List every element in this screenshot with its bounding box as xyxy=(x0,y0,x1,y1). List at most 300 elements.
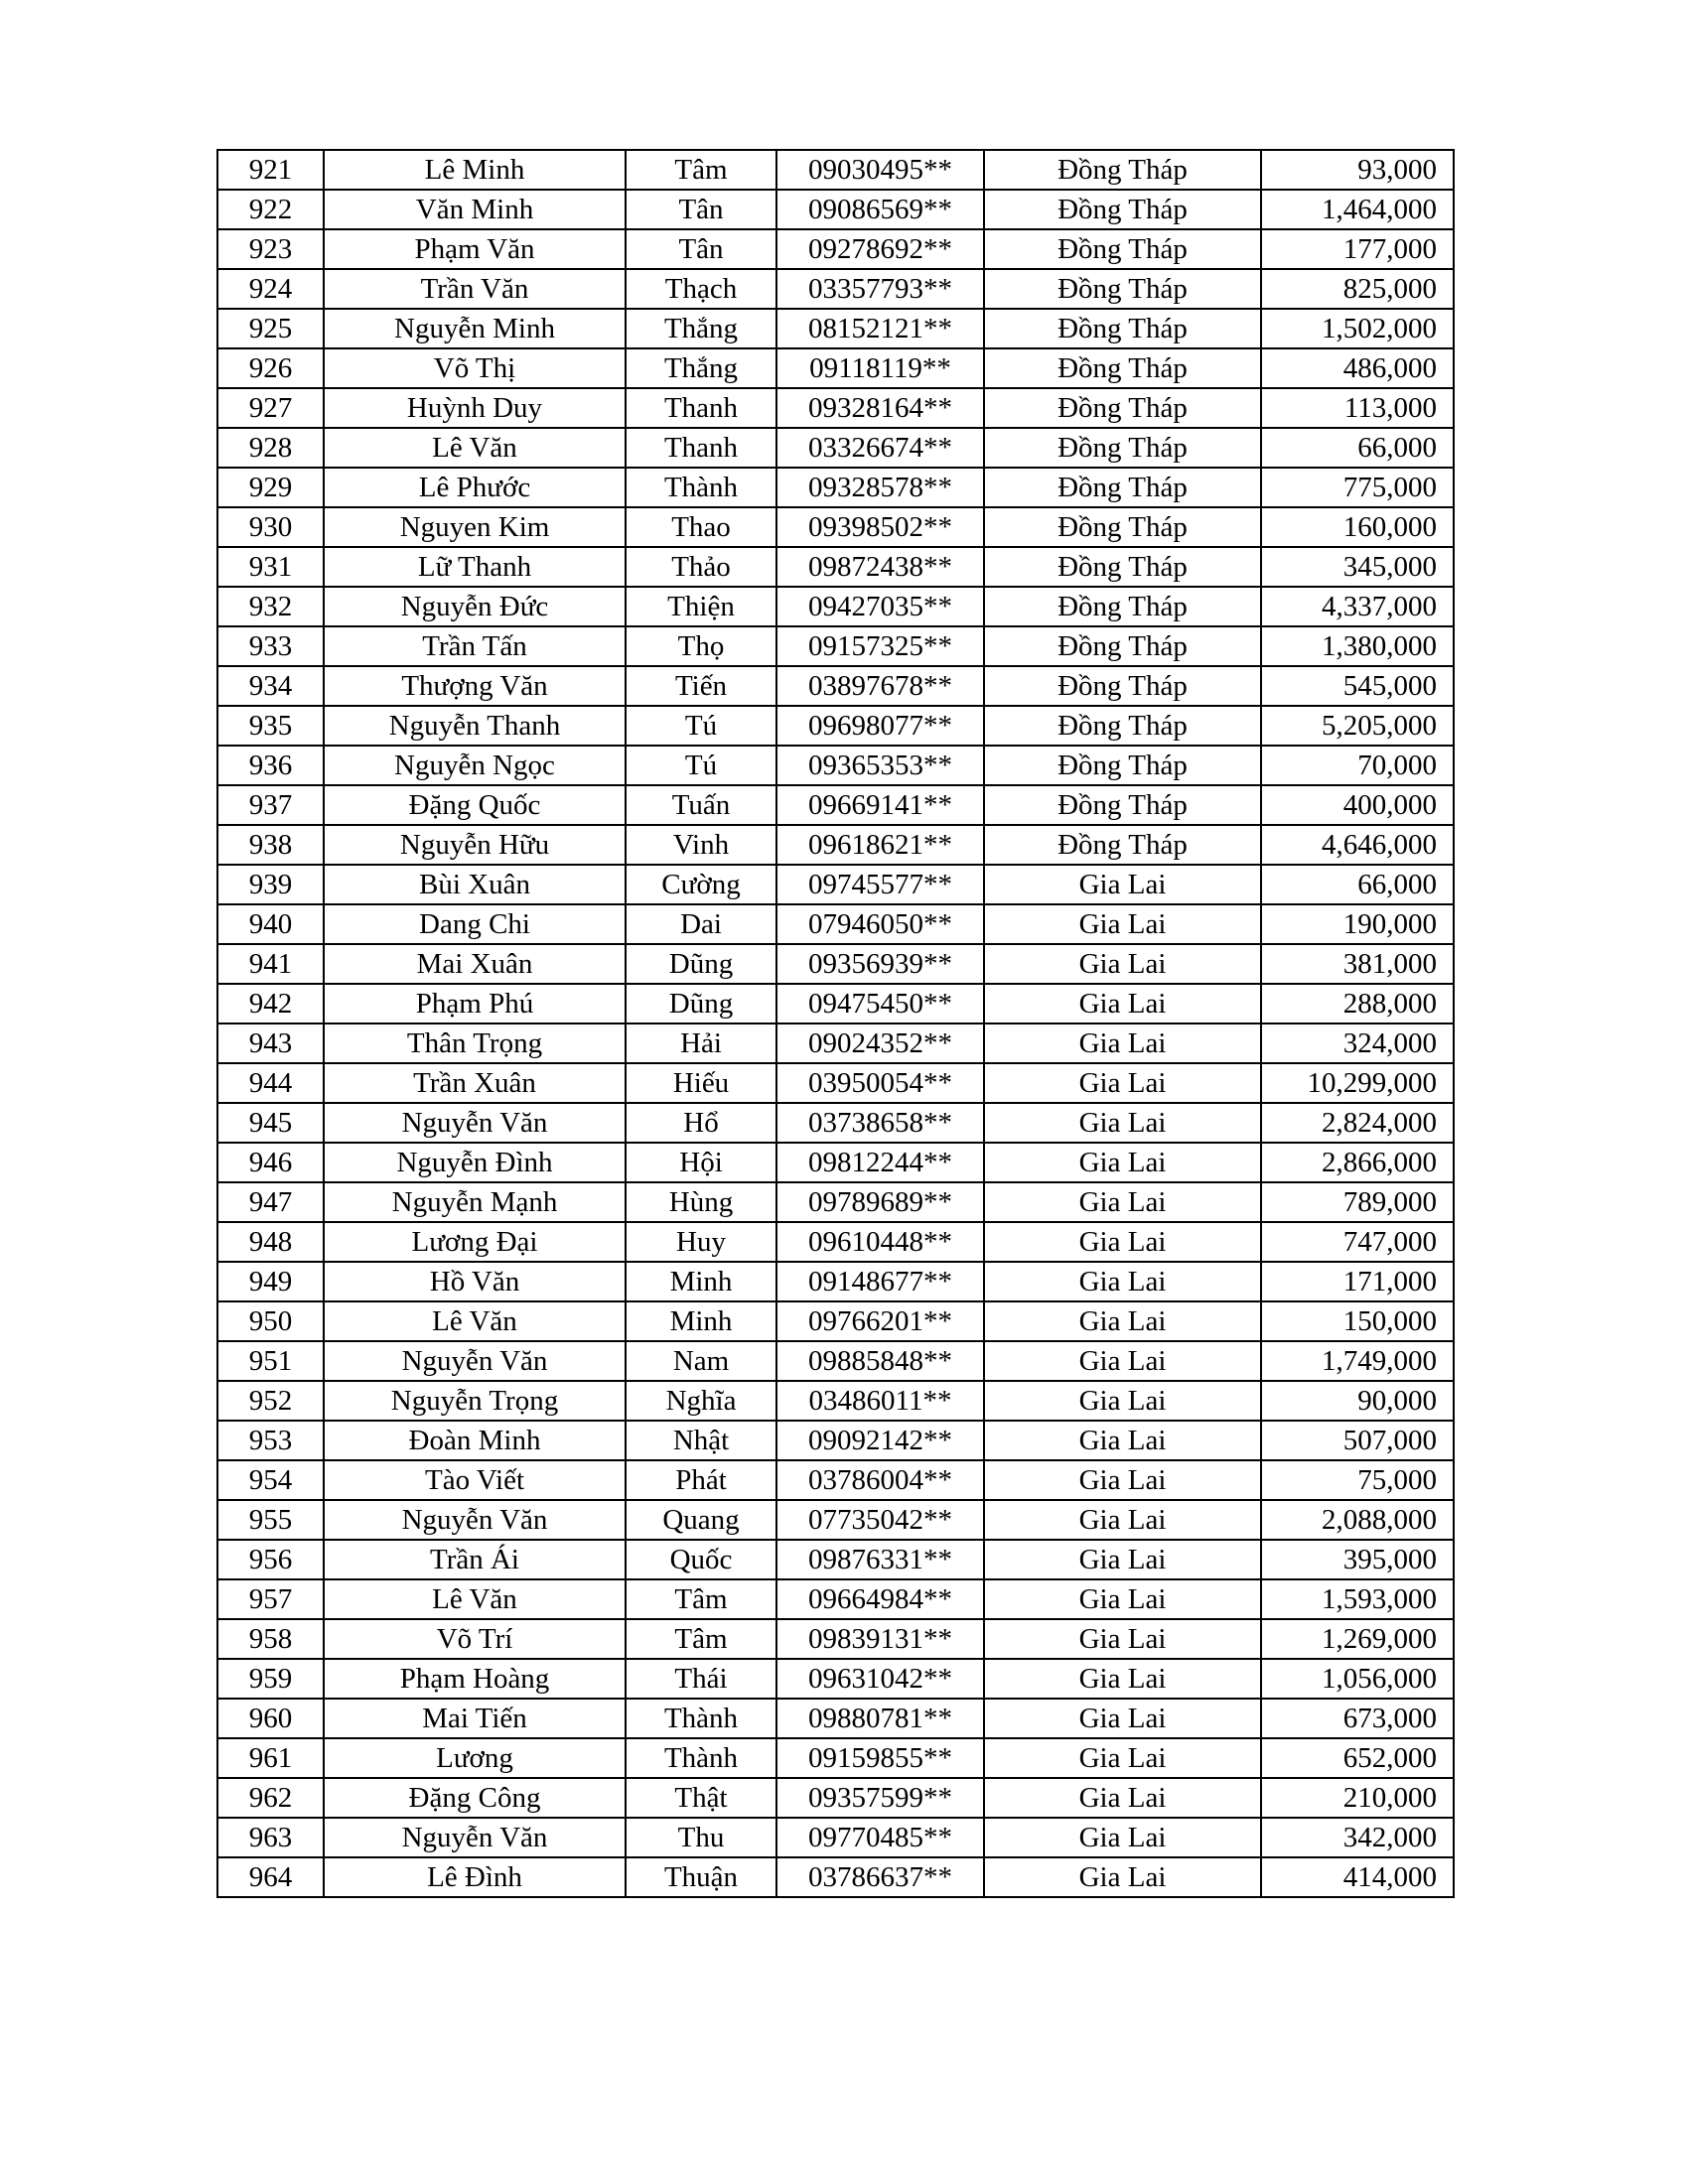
surname-cell: Nguyễn Văn xyxy=(324,1341,626,1381)
table-row xyxy=(217,1619,1454,1659)
table-row xyxy=(217,1341,1454,1381)
row-number-cell: 937 xyxy=(217,785,324,825)
surname-cell: Phạm Văn xyxy=(324,229,626,269)
province-cell: Gia Lai xyxy=(984,1659,1261,1699)
surname-cell: Hồ Văn xyxy=(324,1262,626,1301)
phone-cell: 09365353** xyxy=(776,746,984,785)
surname-cell: Võ Trí xyxy=(324,1619,626,1659)
amount-cell: 113,000 xyxy=(1261,388,1454,428)
province-cell: Gia Lai xyxy=(984,904,1261,944)
phone-cell: 03738658** xyxy=(776,1103,984,1143)
amount-cell: 652,000 xyxy=(1261,1738,1454,1778)
province-cell: Gia Lai xyxy=(984,1341,1261,1381)
row-number-cell: 952 xyxy=(217,1381,324,1421)
surname-cell: Nguyễn Ngọc xyxy=(324,746,626,785)
phone-cell: 09610448** xyxy=(776,1222,984,1262)
table-row xyxy=(217,587,1454,626)
row-number-cell: 921 xyxy=(217,150,324,190)
surname-cell: Tào Viết xyxy=(324,1460,626,1500)
phone-cell: 09030495** xyxy=(776,150,984,190)
phone-cell: 09698077** xyxy=(776,706,984,746)
phone-cell: 09839131** xyxy=(776,1619,984,1659)
given-name-cell: Tú xyxy=(626,746,776,785)
given-name-cell: Tú xyxy=(626,706,776,746)
surname-cell: Nguyen Kim xyxy=(324,507,626,547)
phone-cell: 09618621** xyxy=(776,825,984,865)
table-row xyxy=(217,1460,1454,1500)
surname-cell: Lê Phước xyxy=(324,468,626,507)
amount-cell: 190,000 xyxy=(1261,904,1454,944)
phone-cell: 07735042** xyxy=(776,1500,984,1540)
phone-cell: 09427035** xyxy=(776,587,984,626)
phone-cell: 09876331** xyxy=(776,1540,984,1579)
amount-cell: 10,299,000 xyxy=(1261,1063,1454,1103)
province-cell: Gia Lai xyxy=(984,1579,1261,1619)
amount-cell: 789,000 xyxy=(1261,1182,1454,1222)
table-row xyxy=(217,785,1454,825)
table-row xyxy=(217,507,1454,547)
table-row xyxy=(217,1579,1454,1619)
province-cell: Gia Lai xyxy=(984,1182,1261,1222)
surname-cell: Phạm Phú xyxy=(324,984,626,1024)
given-name-cell: Thắng xyxy=(626,348,776,388)
given-name-cell: Cường xyxy=(626,865,776,904)
surname-cell: Lương Đại xyxy=(324,1222,626,1262)
amount-cell: 66,000 xyxy=(1261,865,1454,904)
surname-cell: Nguyễn Đình xyxy=(324,1143,626,1182)
table-row xyxy=(217,1103,1454,1143)
province-cell: Gia Lai xyxy=(984,1619,1261,1659)
table-row xyxy=(217,706,1454,746)
table-row xyxy=(217,1540,1454,1579)
surname-cell: Lê Văn xyxy=(324,1579,626,1619)
given-name-cell: Thật xyxy=(626,1778,776,1818)
province-cell: Gia Lai xyxy=(984,984,1261,1024)
row-number-cell: 958 xyxy=(217,1619,324,1659)
given-name-cell: Tâm xyxy=(626,1619,776,1659)
province-cell: Đồng Tháp xyxy=(984,746,1261,785)
amount-cell: 775,000 xyxy=(1261,468,1454,507)
table-row xyxy=(217,229,1454,269)
given-name-cell: Thanh xyxy=(626,428,776,468)
table-row xyxy=(217,547,1454,587)
amount-cell: 75,000 xyxy=(1261,1460,1454,1500)
surname-cell: Lê Minh xyxy=(324,150,626,190)
row-number-cell: 953 xyxy=(217,1421,324,1460)
phone-cell: 09118119** xyxy=(776,348,984,388)
surname-cell: Mai Tiến xyxy=(324,1699,626,1738)
row-number-cell: 962 xyxy=(217,1778,324,1818)
amount-cell: 400,000 xyxy=(1261,785,1454,825)
phone-cell: 09159855** xyxy=(776,1738,984,1778)
row-number-cell: 959 xyxy=(217,1659,324,1699)
province-cell: Đồng Tháp xyxy=(984,587,1261,626)
given-name-cell: Thảo xyxy=(626,547,776,587)
province-cell: Gia Lai xyxy=(984,1460,1261,1500)
surname-cell: Đặng Quốc xyxy=(324,785,626,825)
table-row xyxy=(217,1301,1454,1341)
table-row xyxy=(217,190,1454,229)
province-cell: Gia Lai xyxy=(984,1421,1261,1460)
given-name-cell: Dũng xyxy=(626,944,776,984)
phone-cell: 09328164** xyxy=(776,388,984,428)
row-number-cell: 946 xyxy=(217,1143,324,1182)
phone-cell: 09024352** xyxy=(776,1024,984,1063)
surname-cell: Đặng Công xyxy=(324,1778,626,1818)
amount-cell: 1,502,000 xyxy=(1261,309,1454,348)
phone-cell: 09157325** xyxy=(776,626,984,666)
amount-cell: 160,000 xyxy=(1261,507,1454,547)
phone-cell: 09631042** xyxy=(776,1659,984,1699)
amount-cell: 2,088,000 xyxy=(1261,1500,1454,1540)
phone-cell: 09812244** xyxy=(776,1143,984,1182)
province-cell: Gia Lai xyxy=(984,1103,1261,1143)
given-name-cell: Minh xyxy=(626,1301,776,1341)
given-name-cell: Tiến xyxy=(626,666,776,706)
table-row xyxy=(217,1738,1454,1778)
row-number-cell: 942 xyxy=(217,984,324,1024)
surname-cell: Nguyễn Đức xyxy=(324,587,626,626)
surname-cell: Thân Trọng xyxy=(324,1024,626,1063)
table-row xyxy=(217,468,1454,507)
surname-cell: Văn Minh xyxy=(324,190,626,229)
table-row xyxy=(217,1262,1454,1301)
row-number-cell: 963 xyxy=(217,1818,324,1857)
given-name-cell: Thanh xyxy=(626,388,776,428)
table-row xyxy=(217,1857,1454,1897)
given-name-cell: Hội xyxy=(626,1143,776,1182)
given-name-cell: Dai xyxy=(626,904,776,944)
amount-cell: 673,000 xyxy=(1261,1699,1454,1738)
amount-cell: 5,205,000 xyxy=(1261,706,1454,746)
phone-cell: 03786004** xyxy=(776,1460,984,1500)
row-number-cell: 956 xyxy=(217,1540,324,1579)
given-name-cell: Thành xyxy=(626,1699,776,1738)
given-name-cell: Thiện xyxy=(626,587,776,626)
phone-cell: 09357599** xyxy=(776,1778,984,1818)
amount-cell: 2,824,000 xyxy=(1261,1103,1454,1143)
row-number-cell: 936 xyxy=(217,746,324,785)
row-number-cell: 934 xyxy=(217,666,324,706)
given-name-cell: Tâm xyxy=(626,1579,776,1619)
table-row xyxy=(217,388,1454,428)
phone-cell: 03486011** xyxy=(776,1381,984,1421)
province-cell: Đồng Tháp xyxy=(984,150,1261,190)
phone-cell: 09398502** xyxy=(776,507,984,547)
province-cell: Gia Lai xyxy=(984,1500,1261,1540)
amount-cell: 545,000 xyxy=(1261,666,1454,706)
table-row xyxy=(217,269,1454,309)
amount-cell: 171,000 xyxy=(1261,1262,1454,1301)
row-number-cell: 943 xyxy=(217,1024,324,1063)
table-row xyxy=(217,348,1454,388)
province-cell: Đồng Tháp xyxy=(984,547,1261,587)
row-number-cell: 964 xyxy=(217,1857,324,1897)
amount-cell: 342,000 xyxy=(1261,1818,1454,1857)
row-number-cell: 938 xyxy=(217,825,324,865)
phone-cell: 09872438** xyxy=(776,547,984,587)
phone-cell: 09745577** xyxy=(776,865,984,904)
table-row xyxy=(217,1421,1454,1460)
province-cell: Gia Lai xyxy=(984,1063,1261,1103)
row-number-cell: 927 xyxy=(217,388,324,428)
province-cell: Gia Lai xyxy=(984,1301,1261,1341)
row-number-cell: 940 xyxy=(217,904,324,944)
table-row xyxy=(217,825,1454,865)
given-name-cell: Huy xyxy=(626,1222,776,1262)
province-cell: Đồng Tháp xyxy=(984,428,1261,468)
amount-cell: 1,464,000 xyxy=(1261,190,1454,229)
province-cell: Đồng Tháp xyxy=(984,825,1261,865)
phone-cell: 03897678** xyxy=(776,666,984,706)
surname-cell: Lê Văn xyxy=(324,428,626,468)
given-name-cell: Hiếu xyxy=(626,1063,776,1103)
table-row xyxy=(217,1659,1454,1699)
amount-cell: 747,000 xyxy=(1261,1222,1454,1262)
table-row xyxy=(217,428,1454,468)
given-name-cell: Tuấn xyxy=(626,785,776,825)
surname-cell: Thượng Văn xyxy=(324,666,626,706)
table-row xyxy=(217,1182,1454,1222)
province-cell: Đồng Tháp xyxy=(984,269,1261,309)
row-number-cell: 960 xyxy=(217,1699,324,1738)
given-name-cell: Thạch xyxy=(626,269,776,309)
surname-cell: Nguyễn Văn xyxy=(324,1103,626,1143)
table-row xyxy=(217,150,1454,190)
given-name-cell: Thọ xyxy=(626,626,776,666)
province-cell: Gia Lai xyxy=(984,1857,1261,1897)
surname-cell: Lương xyxy=(324,1738,626,1778)
province-cell: Gia Lai xyxy=(984,1818,1261,1857)
surname-cell: Dang Chi xyxy=(324,904,626,944)
surname-cell: Nguyễn Minh xyxy=(324,309,626,348)
surname-cell: Trần Ái xyxy=(324,1540,626,1579)
given-name-cell: Thu xyxy=(626,1818,776,1857)
table-row xyxy=(217,1024,1454,1063)
table-row xyxy=(217,309,1454,348)
surname-cell: Nguyễn Văn xyxy=(324,1818,626,1857)
given-name-cell: Phát xyxy=(626,1460,776,1500)
amount-cell: 4,337,000 xyxy=(1261,587,1454,626)
row-number-cell: 948 xyxy=(217,1222,324,1262)
province-cell: Gia Lai xyxy=(984,944,1261,984)
table-row xyxy=(217,984,1454,1024)
table-row xyxy=(217,1778,1454,1818)
row-number-cell: 939 xyxy=(217,865,324,904)
province-cell: Gia Lai xyxy=(984,1024,1261,1063)
given-name-cell: Nhật xyxy=(626,1421,776,1460)
given-name-cell: Thái xyxy=(626,1659,776,1699)
province-cell: Đồng Tháp xyxy=(984,666,1261,706)
province-cell: Đồng Tháp xyxy=(984,785,1261,825)
amount-cell: 93,000 xyxy=(1261,150,1454,190)
province-cell: Đồng Tháp xyxy=(984,388,1261,428)
phone-cell: 03786637** xyxy=(776,1857,984,1897)
given-name-cell: Quang xyxy=(626,1500,776,1540)
surname-cell: Trần Xuân xyxy=(324,1063,626,1103)
phone-cell: 07946050** xyxy=(776,904,984,944)
surname-cell: Võ Thị xyxy=(324,348,626,388)
surname-cell: Nguyễn Thanh xyxy=(324,706,626,746)
row-number-cell: 935 xyxy=(217,706,324,746)
given-name-cell: Thắng xyxy=(626,309,776,348)
province-cell: Đồng Tháp xyxy=(984,468,1261,507)
amount-cell: 507,000 xyxy=(1261,1421,1454,1460)
surname-cell: Lữ Thanh xyxy=(324,547,626,587)
table-row xyxy=(217,1222,1454,1262)
given-name-cell: Tân xyxy=(626,229,776,269)
amount-cell: 345,000 xyxy=(1261,547,1454,587)
surname-cell: Lê Văn xyxy=(324,1301,626,1341)
row-number-cell: 957 xyxy=(217,1579,324,1619)
phone-cell: 09880781** xyxy=(776,1699,984,1738)
phone-cell: 09475450** xyxy=(776,984,984,1024)
surname-cell: Nguyễn Hữu xyxy=(324,825,626,865)
amount-cell: 486,000 xyxy=(1261,348,1454,388)
recipient-table xyxy=(216,149,1455,1898)
row-number-cell: 924 xyxy=(217,269,324,309)
table-row xyxy=(217,746,1454,785)
row-number-cell: 954 xyxy=(217,1460,324,1500)
table-row xyxy=(217,1500,1454,1540)
phone-cell: 09766201** xyxy=(776,1301,984,1341)
surname-cell: Lê Đình xyxy=(324,1857,626,1897)
row-number-cell: 947 xyxy=(217,1182,324,1222)
surname-cell: Phạm Hoàng xyxy=(324,1659,626,1699)
amount-cell: 66,000 xyxy=(1261,428,1454,468)
given-name-cell: Quốc xyxy=(626,1540,776,1579)
phone-cell: 09770485** xyxy=(776,1818,984,1857)
given-name-cell: Thành xyxy=(626,468,776,507)
surname-cell: Huỳnh Duy xyxy=(324,388,626,428)
amount-cell: 1,593,000 xyxy=(1261,1579,1454,1619)
province-cell: Đồng Tháp xyxy=(984,229,1261,269)
amount-cell: 1,749,000 xyxy=(1261,1341,1454,1381)
province-cell: Đồng Tháp xyxy=(984,706,1261,746)
given-name-cell: Thao xyxy=(626,507,776,547)
row-number-cell: 929 xyxy=(217,468,324,507)
phone-cell: 03950054** xyxy=(776,1063,984,1103)
row-number-cell: 949 xyxy=(217,1262,324,1301)
province-cell: Đồng Tháp xyxy=(984,190,1261,229)
amount-cell: 2,866,000 xyxy=(1261,1143,1454,1182)
province-cell: Đồng Tháp xyxy=(984,626,1261,666)
table-row xyxy=(217,865,1454,904)
phone-cell: 09356939** xyxy=(776,944,984,984)
table-row xyxy=(217,1381,1454,1421)
given-name-cell: Vinh xyxy=(626,825,776,865)
given-name-cell: Dũng xyxy=(626,984,776,1024)
amount-cell: 395,000 xyxy=(1261,1540,1454,1579)
given-name-cell: Thành xyxy=(626,1738,776,1778)
amount-cell: 150,000 xyxy=(1261,1301,1454,1341)
phone-cell: 09092142** xyxy=(776,1421,984,1460)
province-cell: Gia Lai xyxy=(984,1381,1261,1421)
surname-cell: Nguyễn Văn xyxy=(324,1500,626,1540)
amount-cell: 210,000 xyxy=(1261,1778,1454,1818)
table-row xyxy=(217,626,1454,666)
given-name-cell: Hùng xyxy=(626,1182,776,1222)
row-number-cell: 961 xyxy=(217,1738,324,1778)
table-body xyxy=(217,150,1454,1897)
province-cell: Gia Lai xyxy=(984,1778,1261,1818)
surname-cell: Đoàn Minh xyxy=(324,1421,626,1460)
amount-cell: 825,000 xyxy=(1261,269,1454,309)
row-number-cell: 951 xyxy=(217,1341,324,1381)
given-name-cell: Hải xyxy=(626,1024,776,1063)
phone-cell: 09664984** xyxy=(776,1579,984,1619)
row-number-cell: 945 xyxy=(217,1103,324,1143)
province-cell: Gia Lai xyxy=(984,1540,1261,1579)
province-cell: Gia Lai xyxy=(984,865,1261,904)
table-row xyxy=(217,1699,1454,1738)
phone-cell: 09148677** xyxy=(776,1262,984,1301)
row-number-cell: 928 xyxy=(217,428,324,468)
row-number-cell: 922 xyxy=(217,190,324,229)
amount-cell: 177,000 xyxy=(1261,229,1454,269)
province-cell: Gia Lai xyxy=(984,1262,1261,1301)
row-number-cell: 933 xyxy=(217,626,324,666)
province-cell: Đồng Tháp xyxy=(984,348,1261,388)
province-cell: Gia Lai xyxy=(984,1222,1261,1262)
province-cell: Đồng Tháp xyxy=(984,507,1261,547)
province-cell: Gia Lai xyxy=(984,1738,1261,1778)
row-number-cell: 931 xyxy=(217,547,324,587)
surname-cell: Nguyễn Mạnh xyxy=(324,1182,626,1222)
surname-cell: Bùi Xuân xyxy=(324,865,626,904)
province-cell: Gia Lai xyxy=(984,1143,1261,1182)
row-number-cell: 955 xyxy=(217,1500,324,1540)
province-cell: Đồng Tháp xyxy=(984,309,1261,348)
surname-cell: Trần Tấn xyxy=(324,626,626,666)
amount-cell: 1,056,000 xyxy=(1261,1659,1454,1699)
row-number-cell: 925 xyxy=(217,309,324,348)
table-row xyxy=(217,1063,1454,1103)
amount-cell: 1,269,000 xyxy=(1261,1619,1454,1659)
table-row xyxy=(217,1818,1454,1857)
surname-cell: Nguyễn Trọng xyxy=(324,1381,626,1421)
amount-cell: 381,000 xyxy=(1261,944,1454,984)
phone-cell: 03357793** xyxy=(776,269,984,309)
given-name-cell: Tâm xyxy=(626,150,776,190)
phone-cell: 08152121** xyxy=(776,309,984,348)
amount-cell: 70,000 xyxy=(1261,746,1454,785)
phone-cell: 03326674** xyxy=(776,428,984,468)
amount-cell: 288,000 xyxy=(1261,984,1454,1024)
amount-cell: 1,380,000 xyxy=(1261,626,1454,666)
province-cell: Gia Lai xyxy=(984,1699,1261,1738)
phone-cell: 09669141** xyxy=(776,785,984,825)
phone-cell: 09086569** xyxy=(776,190,984,229)
row-number-cell: 923 xyxy=(217,229,324,269)
given-name-cell: Minh xyxy=(626,1262,776,1301)
table-row xyxy=(217,904,1454,944)
amount-cell: 324,000 xyxy=(1261,1024,1454,1063)
given-name-cell: Tân xyxy=(626,190,776,229)
amount-cell: 414,000 xyxy=(1261,1857,1454,1897)
table-row xyxy=(217,666,1454,706)
given-name-cell: Nam xyxy=(626,1341,776,1381)
row-number-cell: 926 xyxy=(217,348,324,388)
row-number-cell: 930 xyxy=(217,507,324,547)
phone-cell: 09885848** xyxy=(776,1341,984,1381)
table-row xyxy=(217,1143,1454,1182)
table-row xyxy=(217,944,1454,984)
given-name-cell: Nghĩa xyxy=(626,1381,776,1421)
row-number-cell: 950 xyxy=(217,1301,324,1341)
amount-cell: 4,646,000 xyxy=(1261,825,1454,865)
row-number-cell: 932 xyxy=(217,587,324,626)
